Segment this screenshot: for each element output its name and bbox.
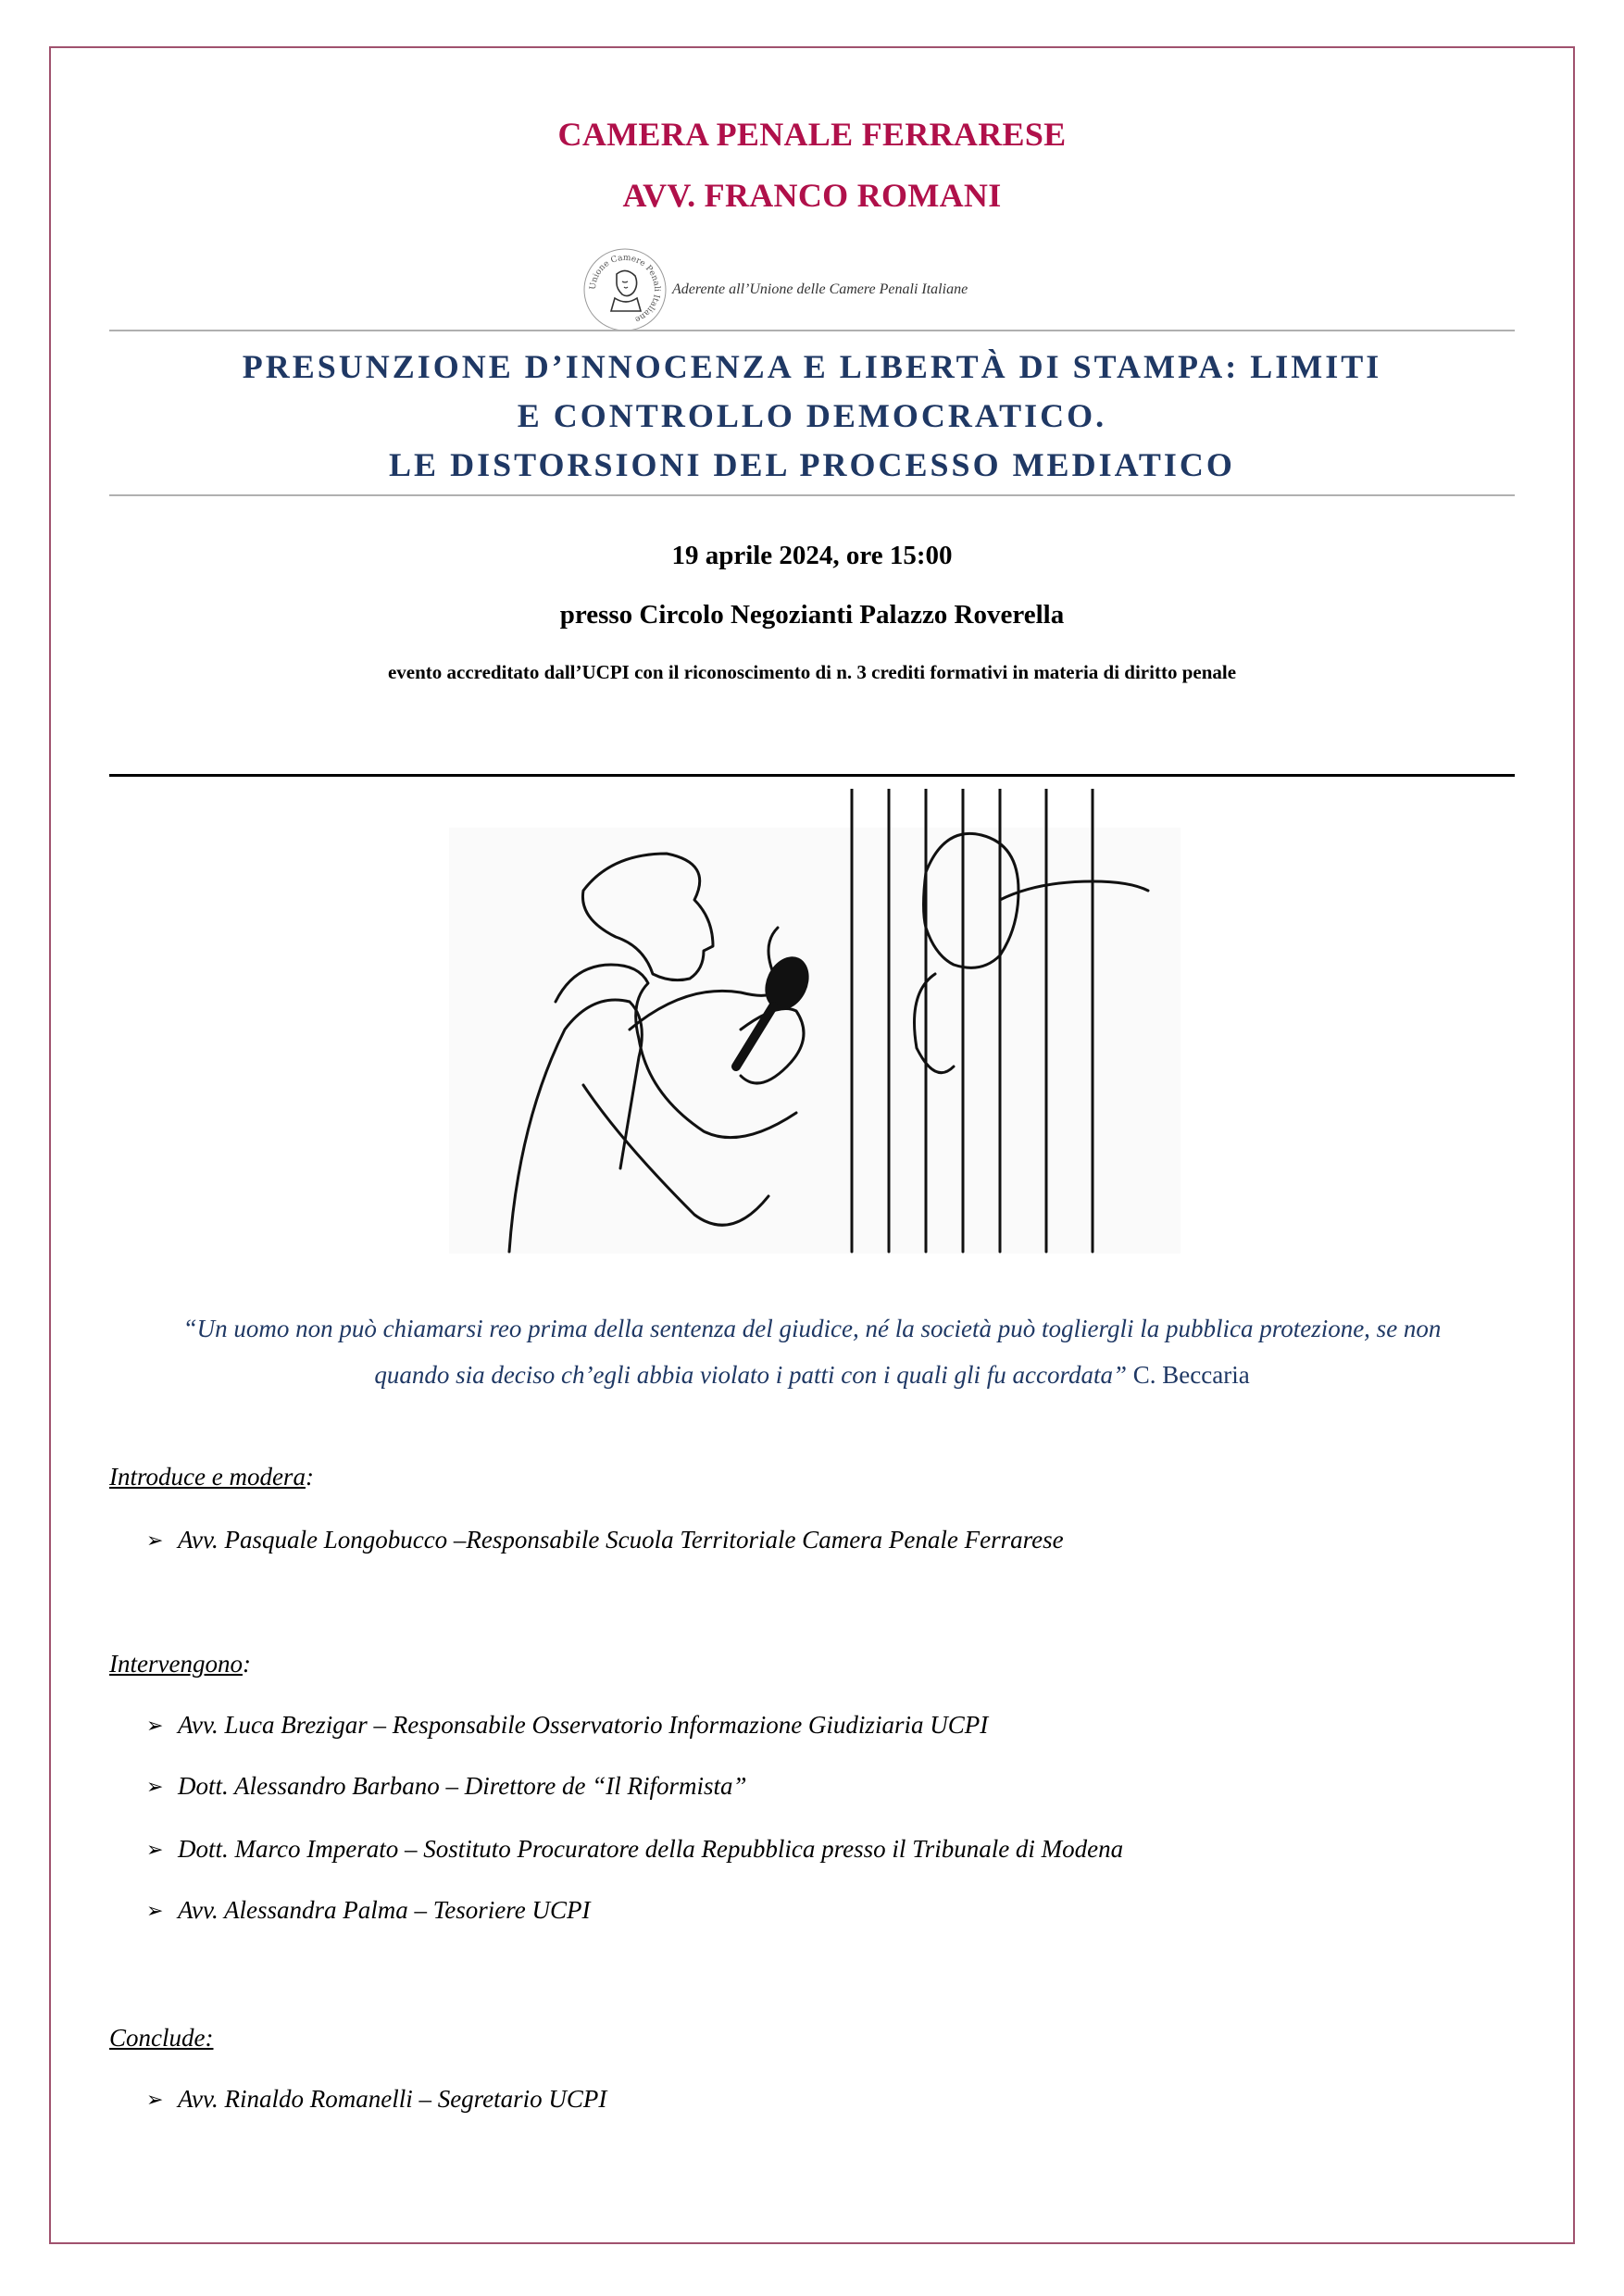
conclusion-name: Avv. Rinaldo Romanelli – Segretario UCPI	[178, 2085, 607, 2113]
arrowhead-bullet-icon: ➢	[146, 1898, 164, 1922]
speaker-name: Dott. Alessandro Barbano – Direttore de “Il Riformista”	[178, 1772, 747, 1800]
moderator-heading-colon: :	[305, 1463, 314, 1491]
event-title	[109, 343, 1515, 490]
conclusion-heading-text: Conclude:	[109, 2024, 214, 2052]
event-title-line: LE DISTORSIONI DEL PROCESSO MEDIATICO	[389, 446, 1235, 483]
organization-name: CAMERA PENALE FERRARESE	[557, 116, 1067, 153]
speaker-name: Dott. Marco Imperato – Sostituto Procuratore della Repubblica presso il Tribunale di Modena	[178, 1835, 1124, 1863]
quote-author: C. Beccaria	[1132, 1361, 1250, 1389]
speaker-name: Avv. Luca Brezigar – Responsabile Osservatorio Informazione Giudiziaria UCPI	[178, 1711, 989, 1739]
arrowhead-bullet-icon: ➢	[146, 1713, 164, 1737]
arrowhead-bullet-icon: ➢	[146, 1528, 164, 1552]
event-title-line: PRESUNZIONE D’INNOCENZA E LIBERTÀ DI STAMPA: LIMITI	[242, 348, 1382, 385]
event-date: 19 aprile 2024, ore 15:00	[671, 541, 953, 570]
speaker-item	[146, 1711, 988, 1740]
ucpi-seal-icon	[581, 246, 668, 333]
moderator-name: Avv. Pasquale Longobucco –Responsabile Scuola Territoriale Camera Penale Ferrarese	[178, 1526, 1064, 1554]
quote-line-2-text: quando sia deciso ch’egli abbia violato i patti con i quali gli fu accordata”	[374, 1361, 1127, 1389]
quote-line-2	[93, 1352, 1531, 1398]
moderator-heading	[109, 1463, 314, 1491]
divider-top	[109, 330, 1515, 331]
svg-text:Unione Camere Penali Italiane: Unione Camere Penali Italiane	[588, 253, 662, 324]
organization-president: AVV. FRANCO ROMANI	[622, 177, 1002, 214]
quote-line-1: “Un uomo non può chiamarsi reo prima della sentenza del giudice, né la società può togliergli la pubblica protezione, se non	[182, 1315, 1442, 1342]
accreditation-note: evento accreditato dall’UCPI con il riconoscimento di n. 3 crediti formativi in materia di diritto penale	[387, 661, 1237, 683]
moderator-heading-text: Introduce e modera	[109, 1463, 306, 1491]
divider-title	[109, 494, 1515, 496]
event-title-line: E CONTROLLO DEMOCRATICO.	[517, 397, 1107, 434]
speaker-item	[146, 1896, 590, 1925]
moderator-item	[146, 1526, 1064, 1554]
speaker-item	[146, 1772, 747, 1801]
speaker-name: Avv. Alessandra Palma – Tesoriere UCPI	[178, 1896, 591, 1924]
arrowhead-bullet-icon: ➢	[146, 1837, 164, 1861]
journalist-interviewing-prisoner-illustration-icon	[444, 789, 1185, 1261]
event-venue: presso Circolo Negozianti Palazzo Roverella	[559, 600, 1065, 630]
arrowhead-bullet-icon: ➢	[146, 2087, 164, 2111]
beccaria-quote	[93, 1305, 1531, 1398]
speakers-heading-text: Intervengono	[109, 1650, 243, 1678]
divider-bold	[109, 774, 1515, 777]
speakers-heading-colon: :	[242, 1650, 251, 1678]
conclusion-item	[146, 2085, 606, 2114]
affiliation-text: Aderente all’Unione delle Camere Penali Italiane	[672, 281, 968, 297]
arrowhead-bullet-icon: ➢	[146, 1774, 164, 1798]
conclusion-heading	[109, 2024, 213, 2053]
speakers-heading	[109, 1650, 251, 1678]
speaker-item	[146, 1835, 1123, 1864]
